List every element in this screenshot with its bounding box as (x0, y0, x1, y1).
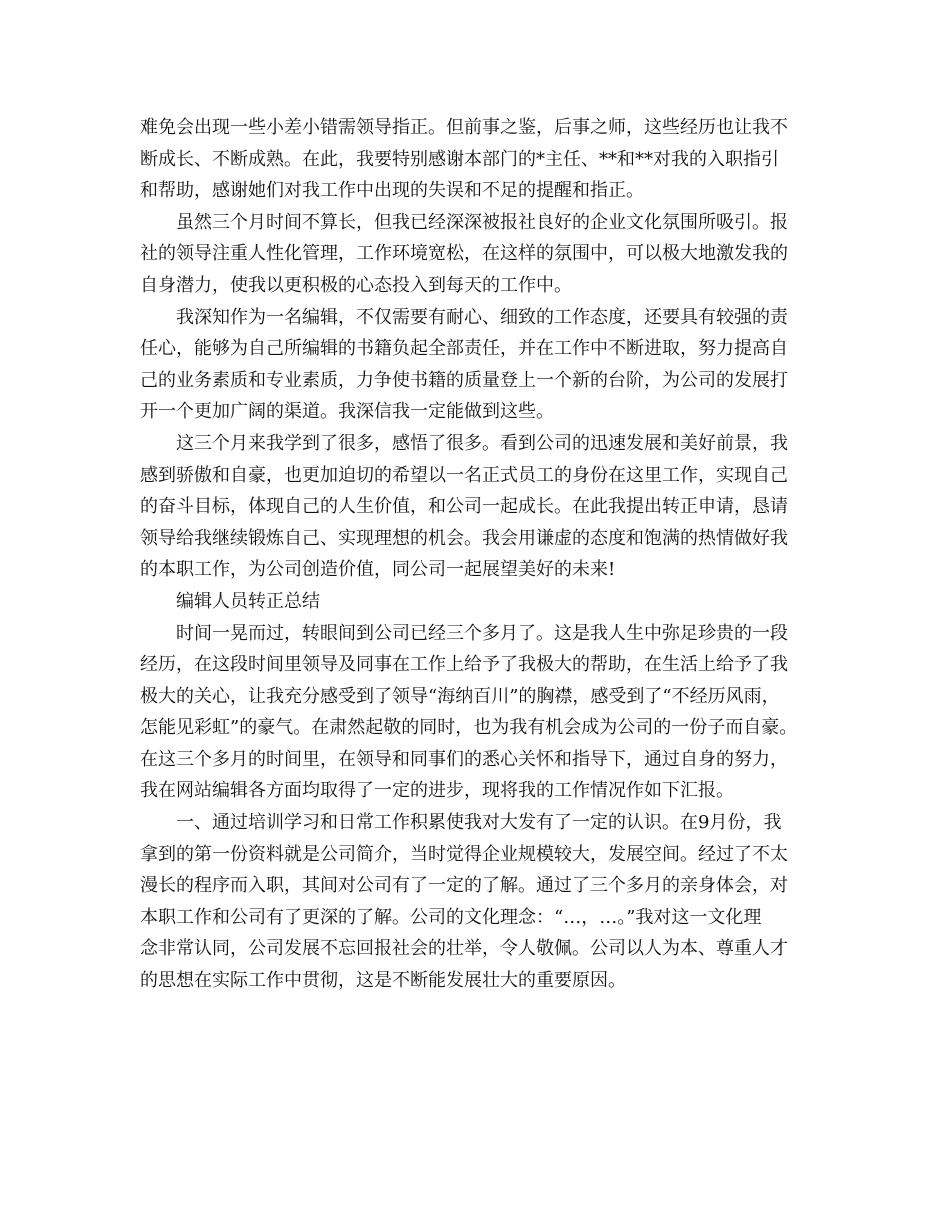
text-line: 一、通过培训学习和日常工作积累使我对大发有了一定的认识。在9月份，我 (176, 812, 782, 834)
text-line: 我深知作为一名编辑，不仅需要有耐心、细致的工作态度，还要具有较强的责 (176, 306, 788, 328)
text-line: 极大的关心，让我充分感受到了领导“海纳百川”的胸襟，感受到了“不经历风雨， (140, 685, 780, 707)
text-line: 怎能见彩虹”的豪气。在肃然起敬的同时，也为我有机会成为公司的一份子而自豪。 (140, 717, 798, 739)
text-line: 虽然三个月时间不算长，但我已经深深被报社良好的企业文化氛围所吸引。报 (176, 211, 788, 233)
text-line: 任心，能够为自己所编辑的书籍负起全部责任，并在工作中不断进取，努力提高自 (140, 338, 788, 360)
text-line: 念非常认同，公司发展不忘回报社会的壮举，令人敬佩。公司以人为本、尊重人才 (140, 938, 788, 960)
text-line: 感到骄傲和自豪，也更加迫切的希望以一名正式员工的身份在这里工作，实现自己 (140, 464, 788, 486)
section-heading: 编辑人员转正总结 (176, 590, 320, 612)
text-line: 领导给我继续锻炼自己、实现理想的机会。我会用谦虚的态度和饱满的热情做好我 (140, 527, 788, 549)
text-line: 难免会出现一些小差小错需领导指正。但前事之鉴，后事之师，这些经历也让我不 (140, 117, 788, 138)
text-line: 时间一晃而过，转眼间到公司已经三个多月了。这是我人生中弥足珍贵的一段 (176, 622, 788, 644)
text-line: 自身潜力，使我以更积极的心态投入到每天的工作中。 (140, 274, 572, 296)
document-page (140, 112, 820, 997)
text-line: 拿到的第一份资料就是公司简介，当时觉得企业规模较大，发展空间。经过了不太 (140, 843, 788, 865)
text-line: 漫长的程序而入职，其间对公司有了一定的了解。通过了三个多月的亲身体会，对 (140, 875, 788, 897)
text-line: 的奋斗目标，体现自己的人生价值，和公司一起成长。在此我提出转正申请，恳请 (140, 496, 788, 518)
text-line: 开一个更加广阔的渠道。我深信我一定能做到这些。 (140, 401, 554, 423)
text-line: 和帮助，感谢她们对我工作中出现的失误和不足的提醒和指正。 (140, 180, 644, 202)
text-line: 本职工作和公司有了更深的了解。公司的文化理念：“…，…。”我对这一文化理 (140, 906, 762, 928)
text-line: 己的业务素质和专业素质，力争使书籍的质量登上一个新的台阶，为公司的发展打 (140, 369, 788, 391)
text-line: 断成长、不断成熟。在此，我要特别感谢本部门的*主任、**和**对我的入职指引 (140, 148, 779, 170)
text-line: 这三个月来我学到了很多，感悟了很多。看到公司的迅速发展和美好前景，我 (176, 432, 788, 454)
text-line: 社的领导注重人性化管理，工作环境宽松，在这样的氛围中，可以极大地激发我的 (140, 243, 788, 265)
text-line: 我在网站编辑各方面均取得了一定的进步，现将我的工作情况作如下汇报。 (140, 780, 734, 802)
text-line: 的本职工作，为公司创造价值，同公司一起展望美好的未来! (140, 559, 616, 581)
text-line: 在这三个多月的时间里，在领导和同事们的悉心关怀和指导下，通过自身的努力， (140, 748, 788, 770)
text-line: 经历，在这段时间里领导及同事在工作上给予了我极大的帮助，在生活上给予了我 (140, 654, 788, 676)
text-line: 的思想在实际工作中贯彻，这是不断能发展壮大的重要原因。 (140, 970, 626, 992)
